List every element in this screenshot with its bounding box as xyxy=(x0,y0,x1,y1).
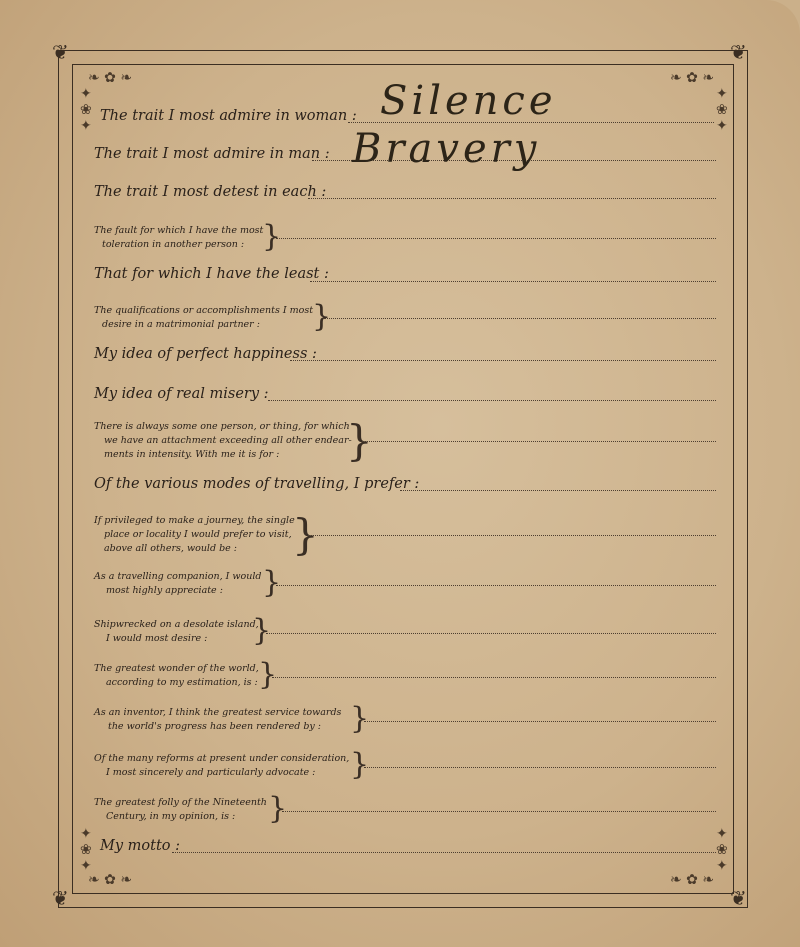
question-motto: My motto : xyxy=(100,838,181,854)
question-happiness: My idea of perfect happiness : xyxy=(94,346,317,362)
vine-ornament-icon: ✦ ❀ ✦ xyxy=(716,86,728,134)
brace-icon: } xyxy=(252,613,272,648)
answer-line[interactable] xyxy=(310,281,716,282)
question-misery: My idea of real misery : xyxy=(94,386,269,402)
brace-icon: } xyxy=(268,791,288,826)
vine-ornament-icon: ✦ ❀ ✦ xyxy=(80,86,92,134)
question-woman: The trait I most admire in woman : xyxy=(100,108,357,124)
answer-line[interactable] xyxy=(364,767,716,768)
answer-line[interactable] xyxy=(364,721,716,722)
question-journey: If privileged to make a journey, the single place or locality I would prefer to visit, above all others, would be : xyxy=(94,515,295,554)
question-inventor: As an inventor, I think the greatest service towards the world's progress has been rendered by : xyxy=(94,707,342,732)
question-companion: As a travelling companion, I would most highly appreciate : xyxy=(94,571,262,596)
question-attachment: There is always some one person, or thing, for which we have an attachment exceeding all other endear- ments in intensity. With me it is for : xyxy=(94,421,352,460)
brace-icon: } xyxy=(262,219,282,254)
answer-line[interactable] xyxy=(308,535,716,536)
question-man: The trait I most admire in man : xyxy=(94,146,330,162)
question-qualifications: The qualifications or accomplishments I most desire in a matrimonial partner : xyxy=(94,305,314,330)
vine-ornament-icon: ❧ ✿ ❧ xyxy=(670,872,715,888)
corner-flourish-icon: ❦ xyxy=(52,886,69,910)
answer-line[interactable] xyxy=(272,677,716,678)
brace-icon: } xyxy=(262,565,282,600)
question-travel: Of the various modes of travelling, I prefer : xyxy=(94,476,420,492)
corner-flourish-icon: ❦ xyxy=(730,40,747,64)
answer-line[interactable] xyxy=(172,852,716,853)
question-fault: The fault for which I have the most toleration in another person : xyxy=(94,225,264,250)
answer-line[interactable] xyxy=(324,318,716,319)
handwritten-answer-man: Bravery xyxy=(352,126,541,172)
answer-line[interactable] xyxy=(266,633,716,634)
vine-ornament-icon: ❧ ✿ ❧ xyxy=(88,872,133,888)
vine-ornament-icon: ✦ ❀ ✦ xyxy=(80,826,92,874)
question-detest: The trait I most detest in each : xyxy=(94,184,327,200)
answer-line[interactable] xyxy=(276,585,716,586)
answer-line[interactable] xyxy=(268,400,716,401)
corner-flourish-icon: ❦ xyxy=(52,40,69,64)
brace-icon: } xyxy=(292,510,319,559)
vine-ornament-icon: ❧ ✿ ❧ xyxy=(88,70,133,86)
answer-line[interactable] xyxy=(400,490,716,491)
question-least: That for which I have the least : xyxy=(94,266,329,282)
answer-line[interactable] xyxy=(308,198,716,199)
question-reforms: Of the many reforms at present under consideration, I most sincerely and particularly advocate : xyxy=(94,753,350,778)
vine-ornament-icon: ✦ ❀ ✦ xyxy=(716,826,728,874)
brace-icon: } xyxy=(350,747,370,782)
answer-line[interactable] xyxy=(282,811,716,812)
brace-icon: } xyxy=(312,299,332,334)
brace-icon: } xyxy=(350,701,370,736)
answer-line[interactable] xyxy=(276,238,716,239)
vine-ornament-icon: ❧ ✿ ❧ xyxy=(670,70,715,86)
handwritten-answer-woman: Silence xyxy=(380,78,557,124)
answer-line[interactable] xyxy=(362,441,716,442)
corner-flourish-icon: ❦ xyxy=(730,886,747,910)
question-shipwrecked: Shipwrecked on a desolate island, I would most desire : xyxy=(94,619,259,644)
question-folly: The greatest folly of the Nineteenth Century, in my opinion, is : xyxy=(94,797,267,822)
brace-icon: } xyxy=(258,657,278,692)
brace-icon: } xyxy=(346,416,373,465)
question-wonder: The greatest wonder of the world, according to my estimation, is : xyxy=(94,663,259,688)
answer-line[interactable] xyxy=(290,360,716,361)
